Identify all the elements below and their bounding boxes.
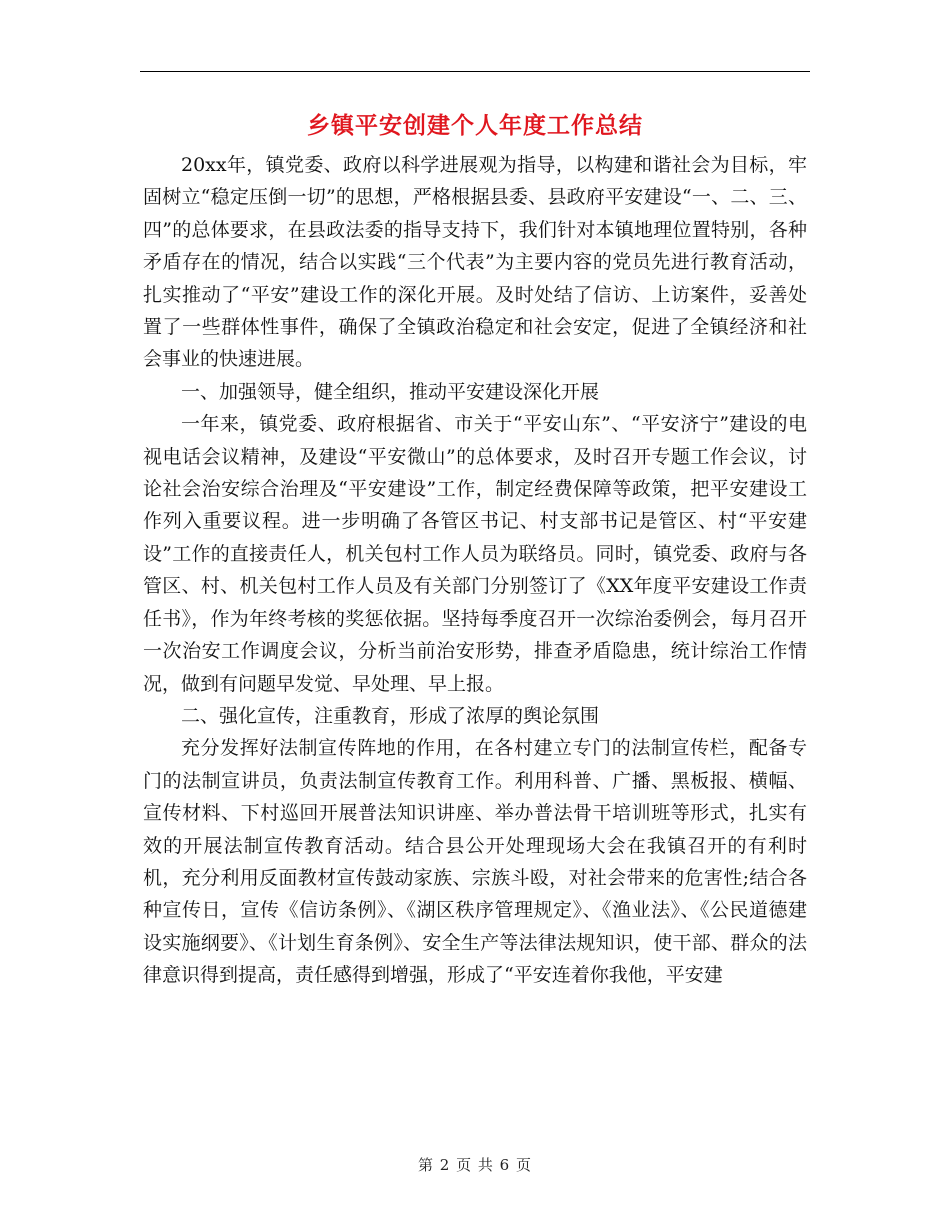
section-heading-1: 一、加强领导，健全组织，推动平安建设深化开展: [181, 380, 600, 403]
document-body: [143, 149, 807, 992]
paragraph-section-1: 一年来，镇党委、政府根据省、市关于“平安山东”、“平安济宁”建设的电视电话会议精神，及建设“平安微山”的总体要求，及时召开专题工作会议，讨论社会治安综合治理及“平安建设”工作，制定经费保障等政策，把平安建设工作列入重要议程。进一步明确了各管区书记、村支部书记是管区、村“平安建设”工作的直接责任人，机关包村工作人员为联络员。同时，镇党委、政府与各管区、村、机关包村工作人员及有关部门分别签订了《XX年度平安建设工作责任书》，作为年终考核的奖惩依据。坚持每季度召开一次综治委例会，每月召开一次治安工作调度会议，分析当前治安形势，排查矛盾隐患，统计综治工作情况，做到有问题早发觉、早处理、早上报。: [143, 413, 807, 695]
page-number: 第 2 页 共 6 页: [418, 1156, 532, 1174]
paragraph-intro: 20xx年，镇党委、政府以科学进展观为指导，以构建和谐社会为目标，牢固树立“稳定压倒一切”的思想，严格根据县委、县政府平安建设“一、二、三、四”的总体要求，在县政法委的指导支持下，我们针对本镇地理位置特别，各种矛盾存在的情况，结合以实践“三个代表”为主要内容的党员先进行教育活动，扎实推动了“平安”建设工作的深化开展。及时处结了信访、上访案件，妥善处置了一些群体性事件，确保了全镇政治稳定和社会安定，促进了全镇经济和社会事业的快速进展。: [143, 154, 807, 371]
document-title: 乡镇平安创建个人年度工作总结: [307, 112, 643, 139]
section-heading-2: 二、强化宣传，注重教育，形成了浓厚的舆论氛围: [181, 704, 600, 727]
paragraph-section-2: 充分发挥好法制宣传阵地的作用，在各村建立专门的法制宣传栏，配备专门的法制宣讲员，负责法制宣传教育工作。利用科普、广播、黑板报、横幅、宣传材料、下村巡回开展普法知识讲座、举办普法骨干培训班等形式，扎实有效的开展法制宣传教育活动。结合县公开处理现场大会在我镇召开的有利时机，充分利用反面教材宣传鼓动家族、宗族斗殴，对社会带来的危害性;结合各种宣传日，宣传《信访条例》、《湖区秩序管理规定》、《渔业法》、《公民道德建设实施纲要》、《计划生育条例》、安全生产等法律法规知识，使干部、群众的法律意识得到提高，责任感得到增强，形成了“平安连着你我他，平安建: [143, 737, 807, 987]
header-rule: [140, 71, 810, 72]
